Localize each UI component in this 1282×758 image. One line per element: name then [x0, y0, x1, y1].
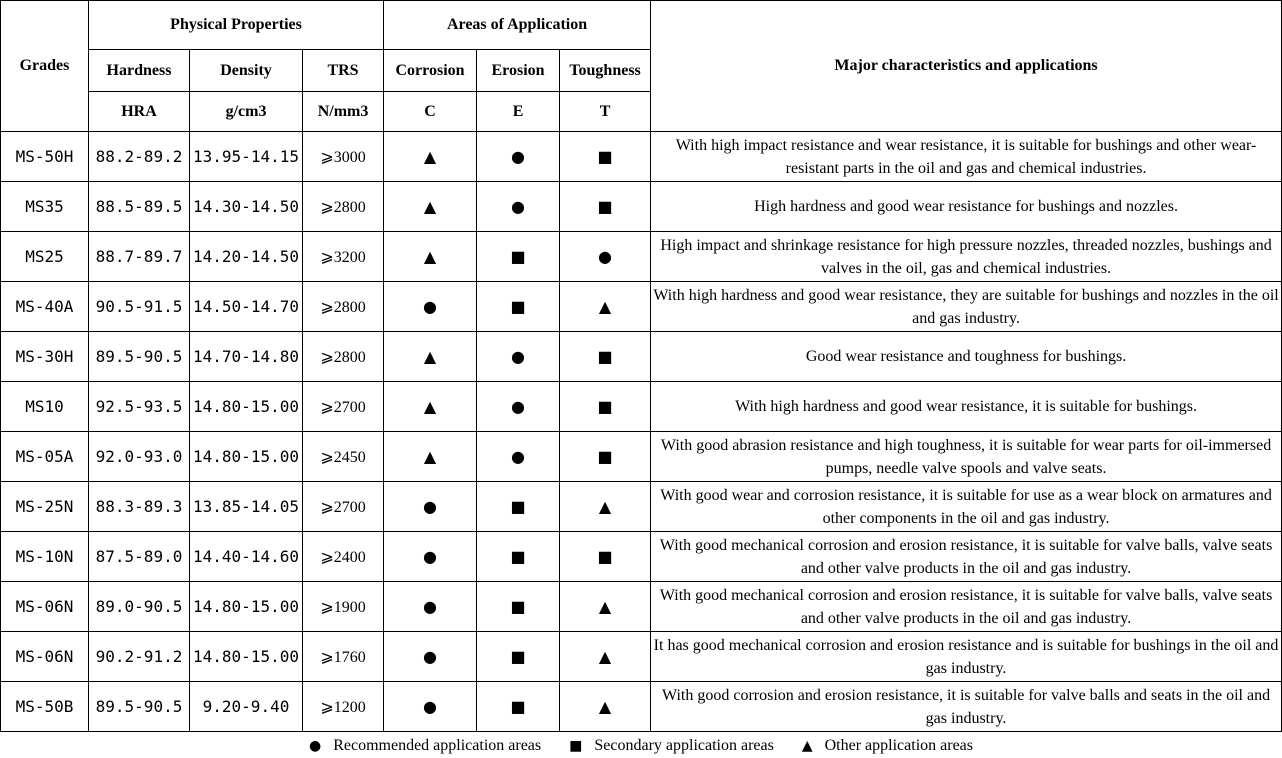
erosion-symbol: ■: [477, 582, 560, 632]
toughness-symbol: ▲: [560, 582, 651, 632]
erosion-symbol: ●: [477, 182, 560, 232]
erosion-symbol: ●: [477, 132, 560, 182]
trs-cell: ⩾2450: [303, 432, 384, 482]
grade-cell: MS35: [1, 182, 89, 232]
trs-cell: ⩾3000: [303, 132, 384, 182]
trs-cell: ⩾2700: [303, 482, 384, 532]
description-cell: High hardness and good wear resistance for bushings and nozzles.: [651, 182, 1282, 232]
density-cell: 14.70-14.80: [190, 332, 303, 382]
trs-cell: ⩾3200: [303, 232, 384, 282]
density-cell: 14.80-15.00: [190, 382, 303, 432]
erosion-symbol: ●: [477, 382, 560, 432]
hardness-cell: 88.3-89.3: [89, 482, 190, 532]
density-cell: 14.40-14.60: [190, 532, 303, 582]
table-row: [1, 582, 1282, 632]
legend-item-recommended: [309, 737, 541, 755]
density-cell: 13.95-14.15: [190, 132, 303, 182]
circle-icon: ●: [308, 738, 322, 754]
description-cell: High impact and shrinkage resistance for high pressure nozzles, threaded nozzles, bushings and valves in the oil, gas and chemical industries.: [651, 232, 1282, 282]
grade-cell: MS10: [1, 382, 89, 432]
legend-item-other: [802, 737, 973, 755]
header-trs-unit: N/mm3: [303, 92, 384, 132]
triangle-icon: ▲: [801, 738, 813, 754]
hardness-cell: 88.7-89.7: [89, 232, 190, 282]
trs-cell: ⩾2400: [303, 532, 384, 582]
description-cell: With good abrasion resistance and high toughness, it is suitable for wear parts for oil-immersed pumps, needle valve spools and valve seats.: [651, 432, 1282, 482]
corrosion-symbol: ●: [384, 282, 477, 332]
description-cell: With good corrosion and erosion resistance, it is suitable for valve balls and seats in the oil and gas industry.: [651, 682, 1282, 732]
density-cell: 14.80-15.00: [190, 432, 303, 482]
toughness-symbol: ■: [560, 382, 651, 432]
hardness-cell: 88.5-89.5: [89, 182, 190, 232]
toughness-symbol: ▲: [560, 632, 651, 682]
corrosion-symbol: ●: [384, 582, 477, 632]
header-hardness: Hardness: [89, 50, 190, 92]
table-row: [1, 232, 1282, 282]
corrosion-symbol: ▲: [384, 232, 477, 282]
corrosion-symbol: ●: [384, 632, 477, 682]
corrosion-symbol: ▲: [384, 132, 477, 182]
corrosion-symbol: ▲: [384, 182, 477, 232]
description-cell: With high impact resistance and wear resistance, it is suitable for bushings and other wear-resistant parts in the oil and gas and chemical industries.: [651, 132, 1282, 182]
square-icon: ■: [569, 738, 583, 754]
legend-label: Other application areas: [824, 737, 973, 754]
hardness-cell: 89.0-90.5: [89, 582, 190, 632]
header-physical-properties: Physical Properties: [89, 1, 384, 50]
trs-cell: ⩾2800: [303, 332, 384, 382]
hardness-cell: 90.2-91.2: [89, 632, 190, 682]
hardness-cell: 90.5-91.5: [89, 282, 190, 332]
header-trs: TRS: [303, 50, 384, 92]
hardness-cell: 88.2-89.2: [89, 132, 190, 182]
trs-cell: ⩾1900: [303, 582, 384, 632]
toughness-symbol: ▲: [560, 282, 651, 332]
table-row: [1, 132, 1282, 182]
density-cell: 13.85-14.05: [190, 482, 303, 532]
header-major-characteristics: Major characteristics and applications: [651, 1, 1282, 132]
erosion-symbol: ■: [477, 282, 560, 332]
grade-cell: MS-50B: [1, 682, 89, 732]
table-row: [1, 682, 1282, 732]
toughness-symbol: ■: [560, 532, 651, 582]
description-cell: With good mechanical corrosion and erosion resistance, it is suitable for valve balls, valve seats and other valve products in the oil and gas industry.: [651, 532, 1282, 582]
toughness-symbol: ■: [560, 182, 651, 232]
corrosion-symbol: ▲: [384, 332, 477, 382]
erosion-symbol: ■: [477, 232, 560, 282]
hardness-cell: 89.5-90.5: [89, 682, 190, 732]
trs-cell: ⩾2700: [303, 382, 384, 432]
header-erosion-code: E: [477, 92, 560, 132]
density-cell: 14.80-15.00: [190, 632, 303, 682]
toughness-symbol: ●: [560, 232, 651, 282]
toughness-symbol: ■: [560, 432, 651, 482]
grade-cell: MS-50H: [1, 132, 89, 182]
erosion-symbol: ■: [477, 682, 560, 732]
hardness-cell: 89.5-90.5: [89, 332, 190, 382]
grade-cell: MS-05A: [1, 432, 89, 482]
legend-label: Secondary application areas: [594, 737, 774, 754]
table-row: [1, 182, 1282, 232]
legend: [0, 734, 1282, 758]
toughness-symbol: ■: [560, 132, 651, 182]
grade-cell: MS-10N: [1, 532, 89, 582]
header-hardness-unit: HRA: [89, 92, 190, 132]
header-areas-of-application: Areas of Application: [384, 1, 651, 50]
grade-cell: MS-30H: [1, 332, 89, 382]
density-cell: 14.80-15.00: [190, 582, 303, 632]
header-toughness: Toughness: [560, 50, 651, 92]
grade-cell: MS-06N: [1, 632, 89, 682]
description-cell: With good wear and corrosion resistance, it is suitable for use as a wear block on armatures and other components in the oil and gas industry.: [651, 482, 1282, 532]
table-row: [1, 532, 1282, 582]
trs-cell: ⩾2800: [303, 282, 384, 332]
erosion-symbol: ●: [477, 432, 560, 482]
corrosion-symbol: ●: [384, 682, 477, 732]
table-row: [1, 332, 1282, 382]
trs-cell: ⩾1760: [303, 632, 384, 682]
erosion-symbol: ■: [477, 532, 560, 582]
table-row: [1, 282, 1282, 332]
corrosion-symbol: ●: [384, 532, 477, 582]
erosion-symbol: ■: [477, 482, 560, 532]
legend-item-secondary: [569, 737, 774, 755]
header-density: Density: [190, 50, 303, 92]
grade-cell: MS-06N: [1, 582, 89, 632]
header-erosion: Erosion: [477, 50, 560, 92]
description-cell: With good mechanical corrosion and erosion resistance, it is suitable for valve balls, valve seats and other valve products in the oil and gas industry.: [651, 582, 1282, 632]
corrosion-symbol: ▲: [384, 382, 477, 432]
trs-cell: ⩾1200: [303, 682, 384, 732]
density-cell: 14.50-14.70: [190, 282, 303, 332]
toughness-symbol: ▲: [560, 682, 651, 732]
hardness-cell: 87.5-89.0: [89, 532, 190, 582]
hardness-cell: 92.0-93.0: [89, 432, 190, 482]
density-cell: 14.30-14.50: [190, 182, 303, 232]
hardness-cell: 92.5-93.5: [89, 382, 190, 432]
description-cell: With high hardness and good wear resistance, it is suitable for bushings.: [651, 382, 1282, 432]
table-row: [1, 382, 1282, 432]
grade-cell: MS-25N: [1, 482, 89, 532]
description-cell: It has good mechanical corrosion and erosion resistance and is suitable for bushings in the oil and gas industry.: [651, 632, 1282, 682]
corrosion-symbol: ●: [384, 482, 477, 532]
density-cell: 14.20-14.50: [190, 232, 303, 282]
table-row: [1, 482, 1282, 532]
header-corrosion-code: C: [384, 92, 477, 132]
table-row: [1, 432, 1282, 482]
header-corrosion: Corrosion: [384, 50, 477, 92]
header-toughness-code: T: [560, 92, 651, 132]
header-density-unit: g/cm3: [190, 92, 303, 132]
header-grades: Grades: [1, 1, 89, 132]
description-cell: Good wear resistance and toughness for bushings.: [651, 332, 1282, 382]
table-row: [1, 632, 1282, 682]
legend-label: Recommended application areas: [333, 737, 542, 754]
toughness-symbol: ▲: [560, 482, 651, 532]
grade-cell: MS-40A: [1, 282, 89, 332]
density-cell: 9.20-9.40: [190, 682, 303, 732]
grade-cell: MS25: [1, 232, 89, 282]
trs-cell: ⩾2800: [303, 182, 384, 232]
description-cell: With high hardness and good wear resistance, they are suitable for bushings and nozzles in the oil and gas industry.: [651, 282, 1282, 332]
erosion-symbol: ●: [477, 332, 560, 382]
toughness-symbol: ■: [560, 332, 651, 382]
corrosion-symbol: ▲: [384, 432, 477, 482]
erosion-symbol: ■: [477, 632, 560, 682]
